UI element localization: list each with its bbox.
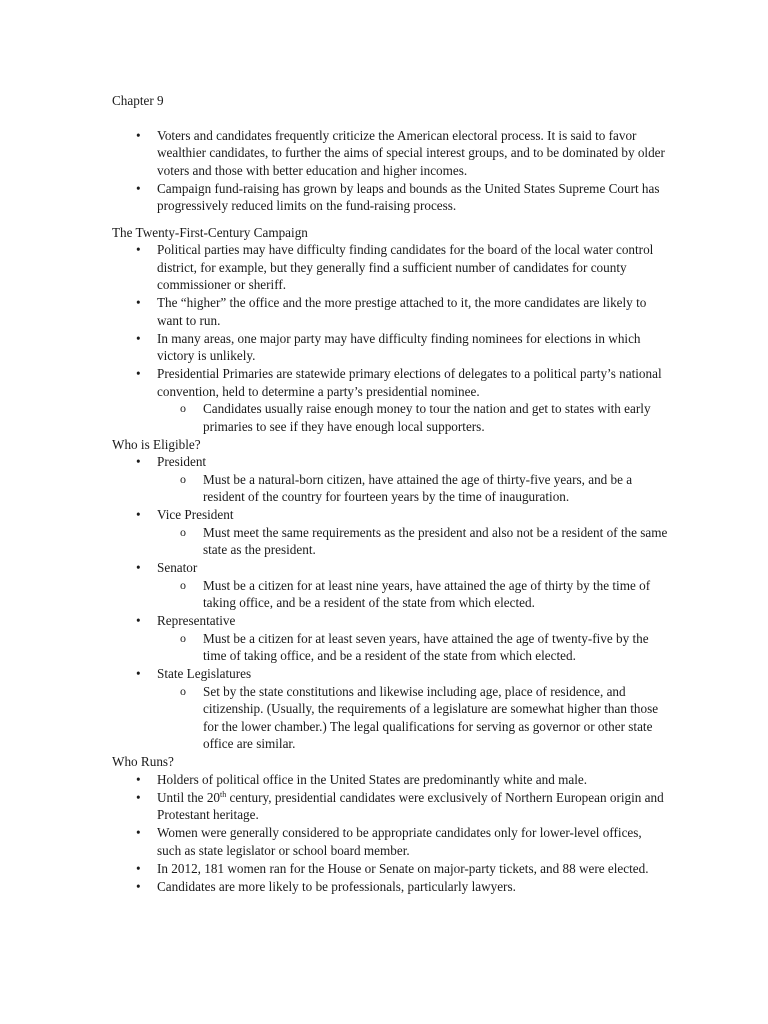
who-runs-list: [112, 771, 668, 896]
sub-list-item: o Set by the state constitutions and likewise including age, place of residence, and citizenship. (Usually, the requirements of a legislature are somewhat higher than those for the lower chamber.) The legal qualifications for serving as governor or other state office are similar.: [157, 683, 668, 753]
list-item: • Political parties may have difficulty finding candidates for the board of the local water control district, for example, but they generally find a sufficient number of candidates for county commissioner or sheriff.: [112, 241, 668, 294]
section-heading-campaign: The Twenty-First-Century Campaign: [112, 224, 308, 240]
list-item-text-end: century, presidential candidates were exclusively of Northern European origin and Protestant heritage.: [157, 789, 664, 822]
ordinal-superscript: th: [220, 789, 227, 799]
list-item-text-start: Until the 20: [157, 789, 221, 805]
eligible-item-president: [112, 453, 668, 506]
list-item: • Voters and candidates frequently criticize the American electoral process. It is said to favor wealthier candidates, to further the aims of special interest groups, and to be dominated by older voters and those with better education and higher incomes.: [112, 127, 668, 180]
office-label: President: [157, 454, 207, 469]
list-item: • In 2012, 181 women ran for the House or Senate on major-party tickets, and 88 were elected.: [112, 860, 668, 878]
intro-list: [112, 127, 668, 215]
section-heading-who-runs: Who Runs?: [112, 754, 174, 769]
sub-list: [157, 577, 668, 612]
sub-list: [157, 683, 668, 753]
list-item: [112, 365, 668, 435]
campaign-list: [112, 241, 668, 435]
eligible-item-representative: [112, 612, 668, 665]
list-item-text: Presidential Primaries are statewide primary elections of delegates to a political party’s national convention, held to determine a party’s presidential nominee.: [157, 366, 662, 399]
section-heading-eligible: Who is Eligible?: [112, 436, 201, 452]
sub-list: [157, 630, 668, 665]
list-item: • Candidates are more likely to be professionals, particularly lawyers.: [112, 878, 668, 896]
office-label: Representative: [157, 613, 236, 628]
list-item: • The “higher” the office and the more prestige attached to it, the more candidates are likely to want to run.: [112, 294, 668, 329]
eligible-item-state-legislatures: [112, 665, 668, 753]
eligible-item-vice-president: [112, 506, 668, 559]
sub-list: [157, 400, 668, 435]
sub-list: [157, 524, 668, 559]
list-item: • In many areas, one major party may have difficulty finding nominees for elections in which victory is unlikely.: [112, 330, 668, 365]
eligible-item-senator: [112, 559, 668, 612]
list-item: [112, 789, 668, 824]
list-item: • Women were generally considered to be appropriate candidates only for lower-level offices, such as state legislator or school board member.: [112, 824, 668, 859]
sub-list: [157, 471, 668, 506]
eligible-list: [112, 453, 668, 753]
list-item: • Holders of political office in the United States are predominantly white and male.: [112, 771, 668, 789]
sub-list-item: o Candidates usually raise enough money to tour the nation and get to states with early primaries to see if they have enough local supporters.: [157, 400, 668, 435]
sub-list-item: o Must meet the same requirements as the president and also not be a resident of the same state as the president.: [157, 524, 668, 559]
sub-list-item: o Must be a citizen for at least seven years, have attained the age of twenty-five by the time of taking office, and be a resident of the state from which elected.: [157, 630, 668, 665]
office-label: Senator: [157, 560, 198, 575]
chapter-title: Chapter 9: [112, 93, 164, 108]
office-label: Vice President: [157, 507, 234, 522]
office-label: State Legislatures: [157, 666, 252, 681]
sub-list-item: o Must be a citizen for at least nine years, have attained the age of thirty by the time of taking office, and be a resident of the state from which elected.: [157, 577, 668, 612]
sub-list-item: o Must be a natural-born citizen, have attained the age of thirty-five years, and be a resident of the country for fourteen years by the time of inauguration.: [157, 471, 668, 506]
list-item: • Campaign fund-raising has grown by leaps and bounds as the United States Supreme Court has progressively reduced limits on the fund-raising process.: [112, 180, 668, 215]
